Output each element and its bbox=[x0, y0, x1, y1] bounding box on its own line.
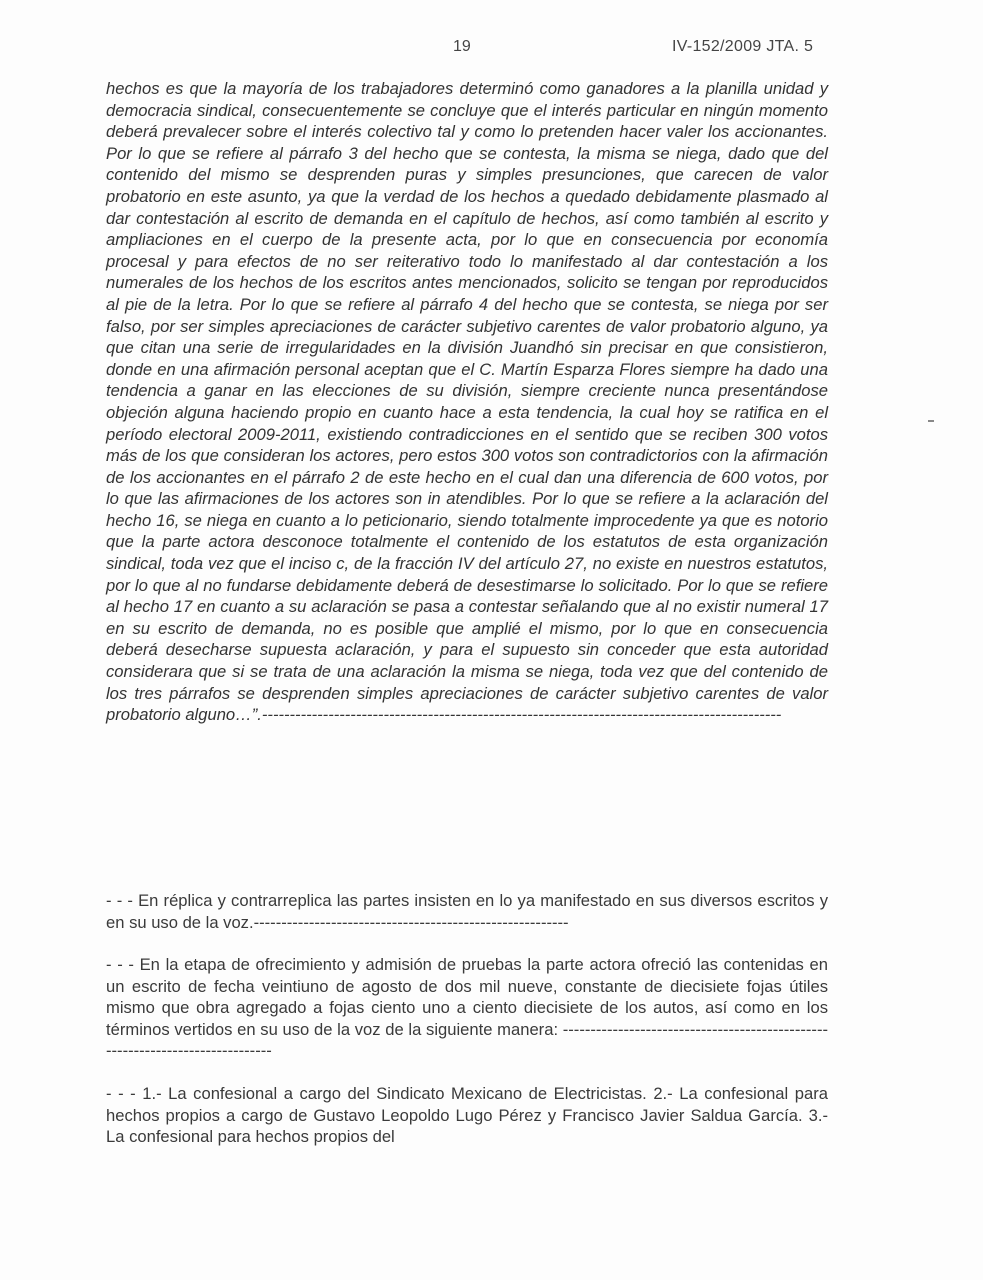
page-number: 19 bbox=[453, 38, 471, 55]
paragraph-evidence-offer: - - - En la etapa de ofrecimiento y admisión de pruebas la parte actora ofreció las contenidas en un escrito de fecha veintiuno de agosto de dos mil nueve, constante de diecisiete fojas útiles mismo que obra agregado a fojas ciento uno a ciento diecisiete de los autos, así como en los términos vertidos en su uso de la voz de la siguiente manera: ------------------------------------------------------------------------------ bbox=[106, 955, 828, 1061]
page-header bbox=[0, 38, 983, 62]
file-reference: IV-152/2009 JTA. 5 bbox=[672, 38, 814, 55]
paragraph-evidence-list: - - - 1.- La confesional a cargo del Sindicato Mexicano de Electricistas. 2.- La confesional para hechos propios a cargo de Gustavo Leopoldo Lugo Pérez y Francisco Javier Saldua García. 3.- La confesional para hechos propios del bbox=[106, 1084, 828, 1147]
quoted-testimony-block: hechos es que la mayoría de los trabajadores determinó como ganadores a la planilla unidad y democracia sindical, consecuentemente se concluye que el interés particular en ningún momento deberá prevalecer sobre el interés colectivo tal y como lo pretenden hacer valer los accionantes. Por lo que se refiere al párrafo 3 del hecho que se contesta, la misma se niega, dado que del contenido del mismo se desprenden puras y simples presunciones, que carecen de valor probatorio en este asunto, ya que la verdad de los hechos a quedado debidamente plasmado al dar contestación al escrito de demanda en el capítulo de hechos, así como también al escrito y ampliaciones en el cuerpo de la presente acta, por lo que en consecuencia por economía procesal y para efectos de no ser reiterativo todo lo manifestado al dar contestación a los numerales de los hechos de los escritos antes mencionados, solicito se tengan por reproducidos al pie de la letra. Por lo que se refiere al párrafo 4 del hecho que se contesta, se niega por ser falso, por ser simples apreciaciones de carácter subjetivo carentes de valor probatorio alguno, ya que citan una serie de irregularidades en la división Juandhó sin precisar en que consistieron, donde en una afirmación personal aceptan que el C. Martín Esparza Flores siempre ha dado una tendencia a ganar en las elecciones de su división, siempre creciente nunca presentándose objeción alguna haciendo propio en cuanto hace a esta tendencia, la cual hoy se ratifica en el período electoral 2009-2011, existiendo contradicciones en el sentido que se reciben 300 votos más de los que consideran los actores, pero estos 300 votos son contradictorios con la afirmación de los accionantes en el párrafo 2 de este hecho en el cual dan una diferencia de 600 votos, por lo que las afirmaciones de los actores son in atendibles. Por lo que se refiere a la aclaración del hecho 16, se niega en cuanto a lo peticionario, siendo totalmente improcedente ya que es notorio que la parte actora desconoce totalmente el contenido de los estatutos de esta organización sindical, toda vez que el inciso c, de la fracción IV del artículo 27, no existe en nuestros estatutos, por lo que al no fundarse debidamente deberá de desestimarse lo solicitado. Por lo que se refiere al hecho 17 en cuanto a su aclaración se pasa a contestar señalando que al no existir numeral 17 en su escrito de demanda, no es posible que amplié el mismo, por lo que en consecuencia deberá desecharse supuesta aclaración, y para el supuesto sin conceder que esta autoridad considerara que si se trata de una aclaración la misma se niega, toda vez que del contenido de los tres párrafos se desprenden simples apreciaciones de carácter subjetivo carentes de valor probatorio alguno…”.---------------------------------------------------------------------------------------------- bbox=[106, 79, 828, 725]
scan-mark bbox=[928, 420, 934, 422]
paragraph-replica: - - - En réplica y contrarreplica las partes insisten en lo ya manifestado en sus diversos escritos y en su uso de la voz.--------------------------------------------------------- bbox=[106, 891, 828, 932]
